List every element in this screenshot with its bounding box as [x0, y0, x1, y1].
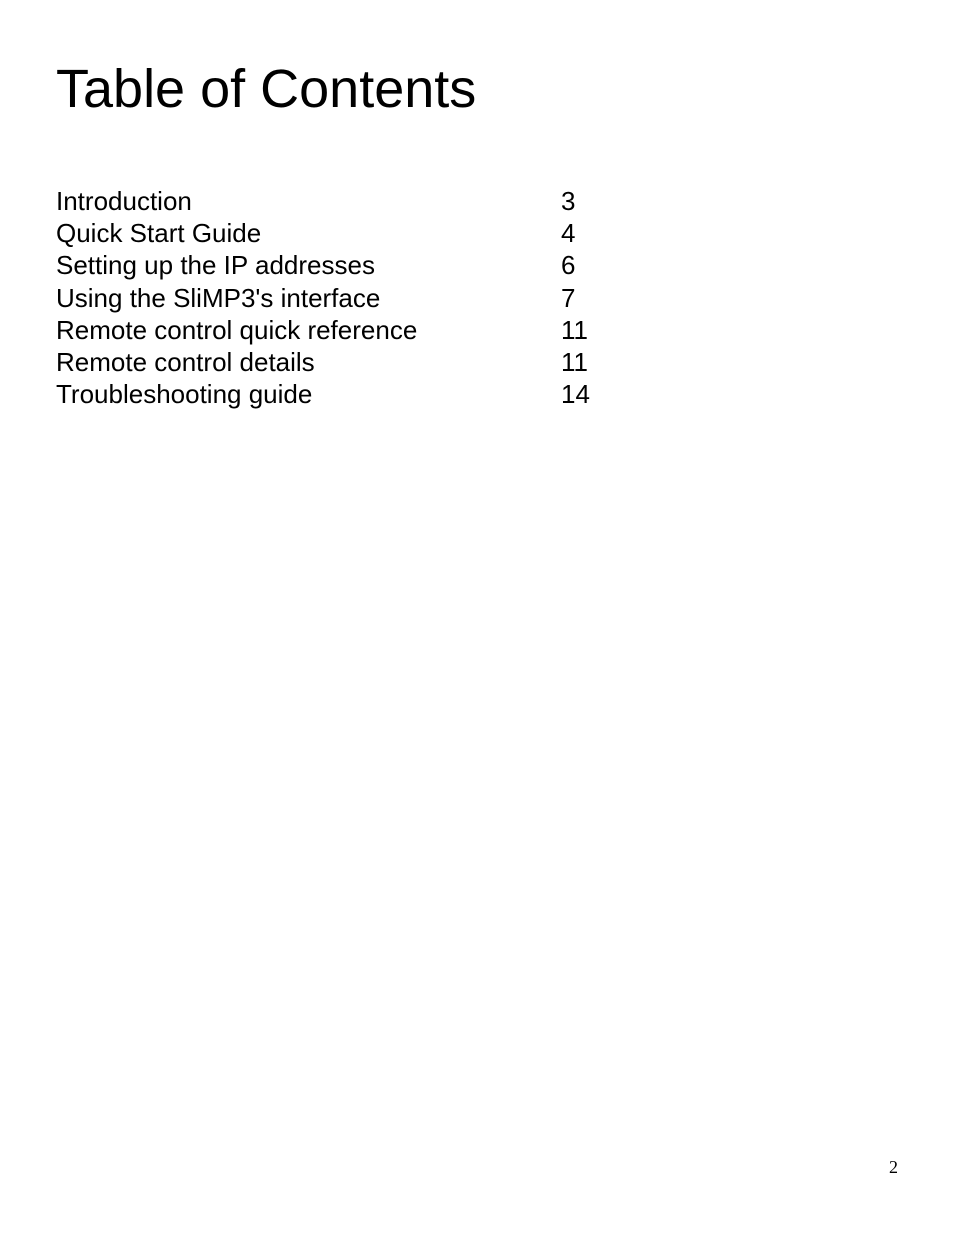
toc-entry-title: Setting up the IP addresses — [56, 250, 375, 281]
toc-entry-page: 14 — [561, 379, 590, 410]
toc-entry — [56, 346, 616, 378]
toc-entry-page: 11 — [561, 314, 588, 345]
toc-entry — [56, 378, 616, 410]
toc-entry — [56, 249, 616, 281]
toc-entry-title: Quick Start Guide — [56, 218, 262, 249]
toc-entry-title: Troubleshooting guide — [56, 379, 313, 410]
toc-entry — [56, 314, 616, 346]
toc-entry-page: 7 — [561, 282, 576, 313]
table-of-contents — [56, 185, 616, 410]
toc-entry-title: Remote control details — [56, 346, 315, 377]
page-title: Table of Contents — [56, 59, 477, 119]
toc-entry-page: 6 — [561, 250, 576, 281]
toc-entry-title: Remote control quick reference — [56, 314, 418, 345]
toc-entry-page: 4 — [561, 218, 576, 249]
toc-entry — [56, 185, 616, 217]
page-number: 2 — [889, 1157, 898, 1177]
toc-entry-page: 11 — [561, 346, 588, 377]
toc-entry-title: Using the SliMP3's interface — [56, 282, 381, 313]
toc-entry — [56, 217, 616, 249]
toc-entry — [56, 282, 616, 314]
toc-entry-page: 3 — [561, 186, 576, 216]
toc-entry-title: Introduction — [56, 186, 192, 216]
